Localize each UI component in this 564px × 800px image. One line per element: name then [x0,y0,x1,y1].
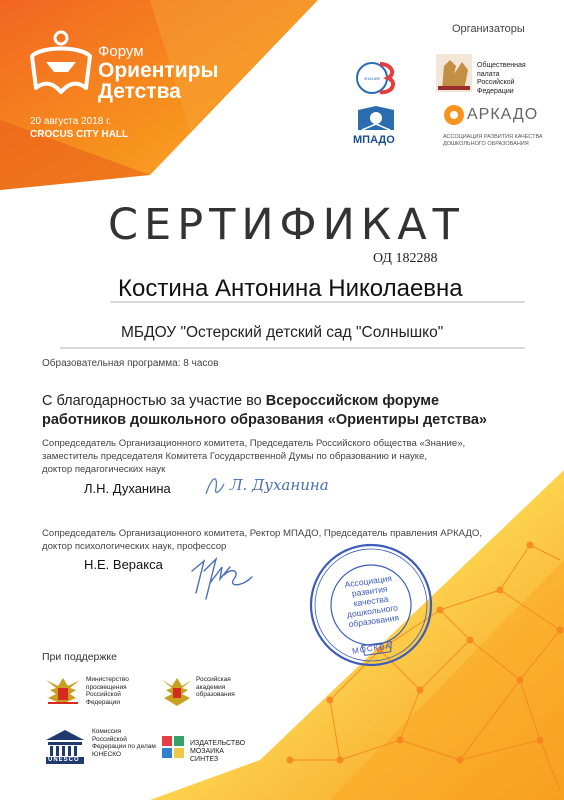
unesco-logo [42,726,88,766]
thanks-text [42,392,532,430]
arkado-subtitle: АССОЦИАЦИЯ РАЗВИТИЯ КАЧЕСТВА ДОШКОЛЬНОГО ОБРАЗОВАНИЯ [443,134,543,147]
forum-date: 20 августа 2018 г. [30,116,112,127]
signer-1-role-line2: заместитель председателя Комитета Государственной Думы по образованию и науке, [42,451,428,462]
signer-2-role-line2: доктор психологических наук, профессор [42,541,227,552]
rao-name: Российская академия образования [196,676,235,698]
organization-stamp [306,540,436,670]
program-hours: Образовательная программа: 8 часов [42,358,219,369]
certificate-title: СЕРТИФИКАТ [108,200,465,250]
svg-text:Л. Духанина: Л. Духанина [230,476,329,494]
signer-1-name: Л.Н. Духанина [84,481,171,496]
rao-emblem [160,674,194,710]
unesco-commission-name: Комиссия Российской Федерации по делам ЮНЕСКО [92,728,156,758]
stamp-city: МОСКВА [351,641,393,656]
signer-2-name: Н.Е. Веракса [84,557,163,572]
thanks-bold-1: Всероссийском форуме [265,393,440,409]
forum-name-line2: Детства [98,80,181,103]
recipient-name: Костина Антонина Николаевна [118,275,463,302]
stamp-center-text: Ассоциация развития качества дошкольного образования [343,572,400,630]
arkado-name: АРКАДО [467,106,539,123]
arkado-icon [443,104,465,126]
oprf-name: Общественная палата Российской Федерации [477,62,526,95]
organizers-title: Организаторы [452,23,525,35]
forum-name-line1: Ориентиры [98,59,219,82]
institution-name: МБДОУ "Остерский детский сад "Солнышко" [121,324,444,341]
mozaika-name: ИЗДАТЕЛЬСТВО МОЗАИКА СИНТЕЗ [190,740,246,763]
signer-1-role-line3: доктор педагогических наук [42,464,166,475]
forum-venue: CROCUS CITY HALL [30,129,129,140]
signer-1-role-line1: Сопредседатель Организационного комитета, Председатель Российского общества «Знание», [42,438,466,449]
signer-2-signature [180,553,260,613]
unesco-logo-text: UNESCO [48,757,80,763]
oprf-logo [434,52,474,94]
signer-2-role [42,527,542,553]
svg-text:ЗНАНИЕ: ЗНАНИЕ [363,76,381,81]
minpros-name: Министерство просвещения Российской Федерации [86,676,129,706]
znanie-logo [352,58,400,98]
certificate-number: ОД 182288 [373,251,438,266]
thanks-bold-2: работников дошкольного образования «Ориентиры детства» [42,412,487,428]
mpado-name: МПАДО [353,134,395,146]
mozaika-logo [160,734,186,764]
signer-1-signature [202,470,342,500]
minpros-emblem [42,674,84,710]
forum-label: Форум [98,43,144,60]
thanks-plain: С благодарностью за участие во [42,393,266,409]
support-title: При поддержке [42,651,117,663]
signer-2-role-line1: Сопредседатель Организационного комитета, Ректор МПАДО, Председатель правления АРКАДО, [42,528,483,539]
